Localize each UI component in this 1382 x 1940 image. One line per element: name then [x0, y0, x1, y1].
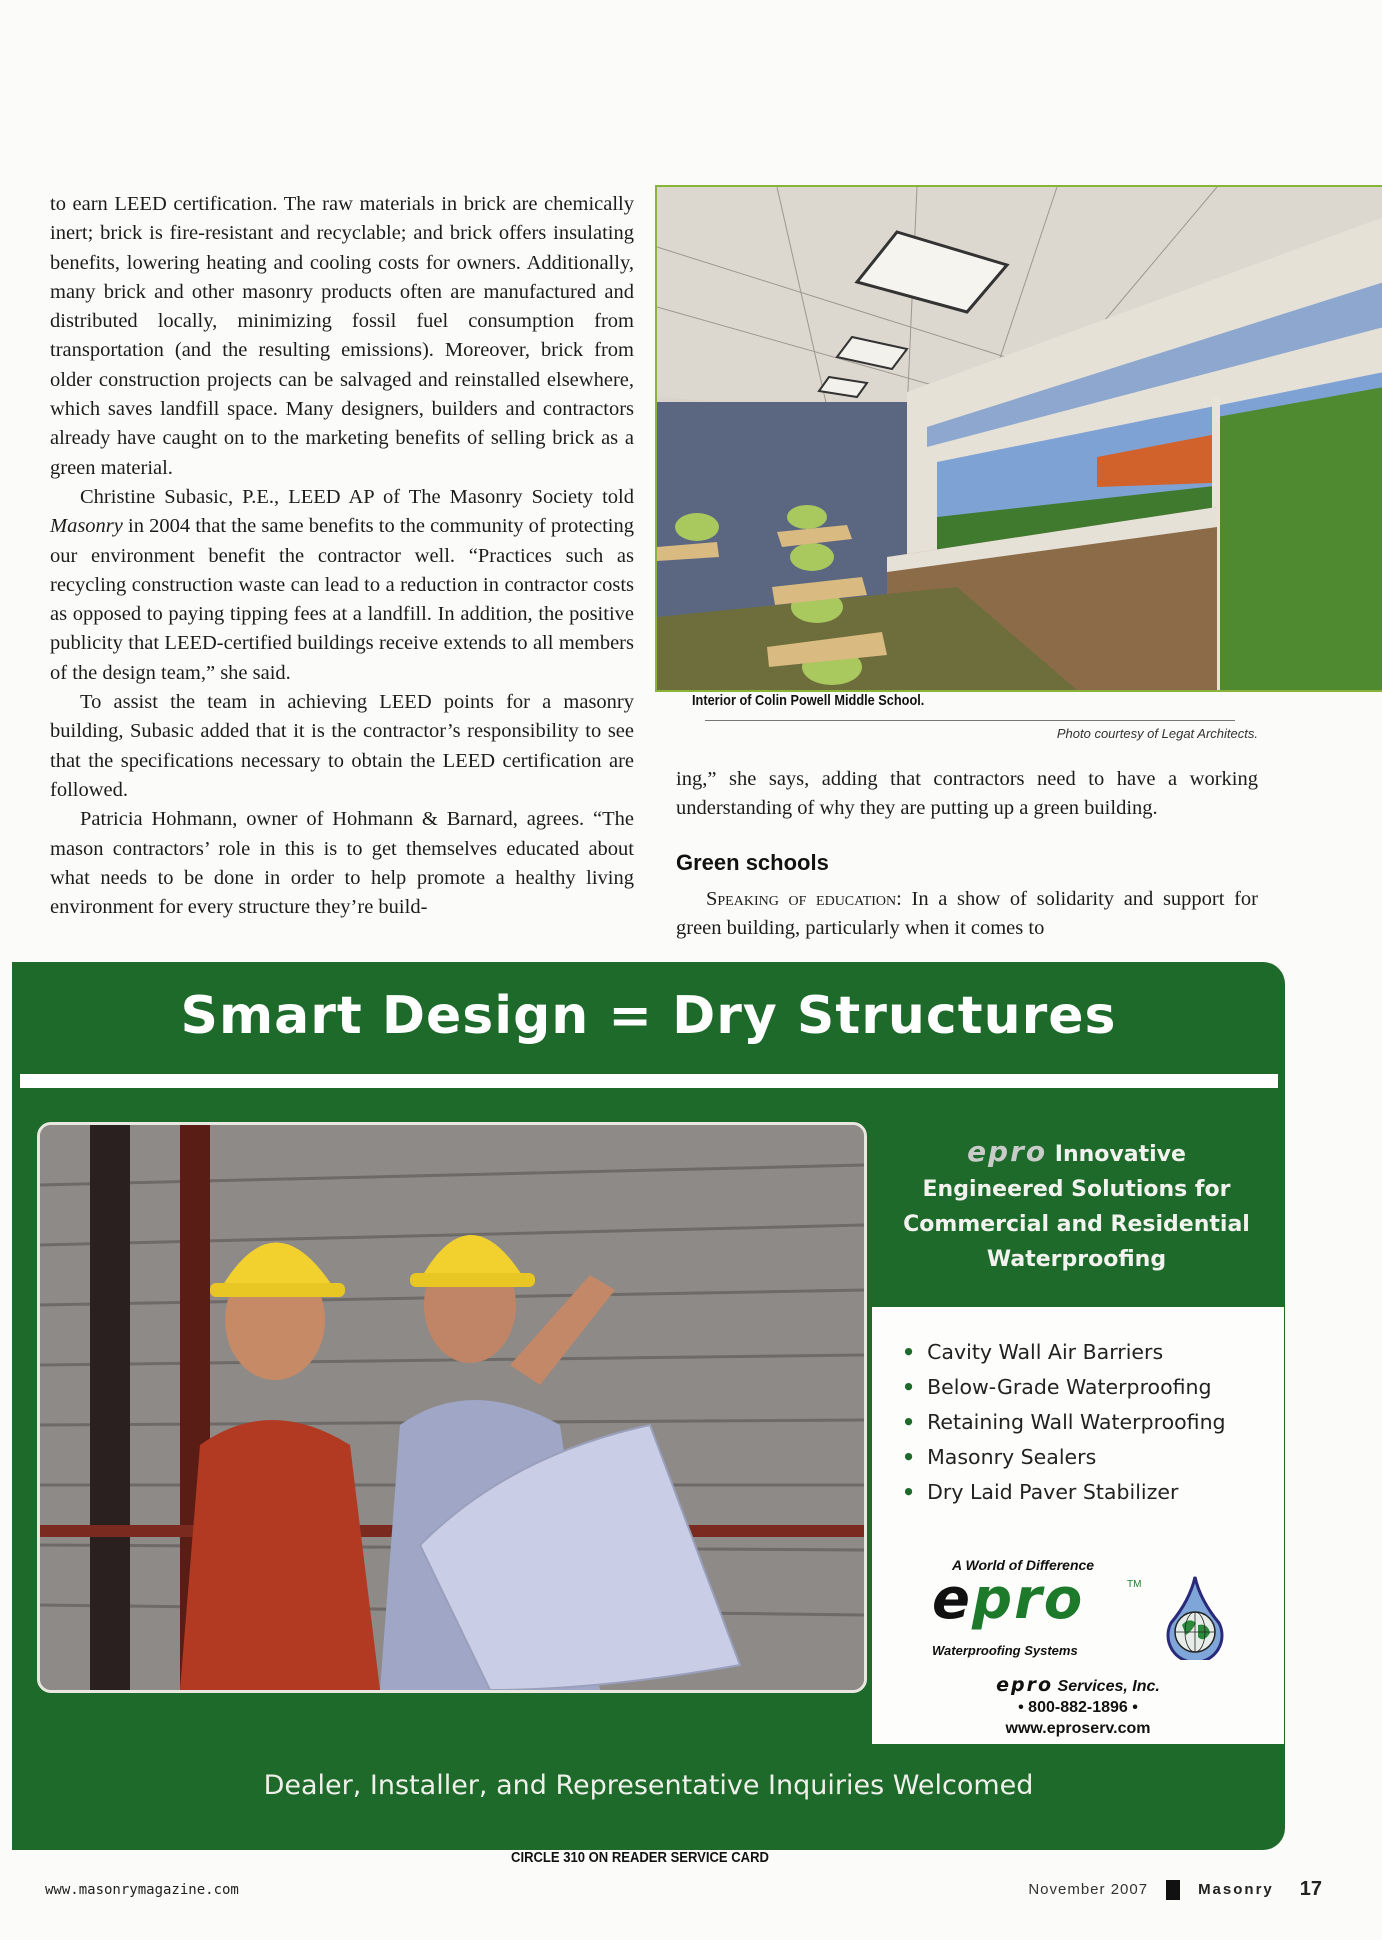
product-item: • Cavity Wall Air Barriers	[902, 1335, 1226, 1370]
ad-product-panel	[872, 1307, 1284, 1744]
paragraph-text: In a show of solidarity and support for green building, particularly when it comes to	[676, 888, 1258, 940]
footer-website[interactable]: www.masonrymagazine.com	[45, 1882, 239, 1898]
logo-tagline: A World of Difference	[952, 1557, 1095, 1573]
product-item: • Retaining Wall Waterproofing	[902, 1405, 1226, 1440]
logo-wordmark	[932, 1567, 1084, 1632]
ad-headline: Smart Design = Dry Structures	[180, 986, 1117, 1046]
paragraph-2	[50, 483, 634, 688]
website-link[interactable]: www.eproserv.com	[1005, 1720, 1151, 1737]
phone-number: • 800-882-1896 •	[1018, 1699, 1138, 1716]
logo-subtitle: Waterproofing Systems	[932, 1643, 1078, 1658]
company-brand: epro	[996, 1674, 1054, 1696]
section-heading: Green schools	[676, 850, 829, 875]
product-list	[902, 1335, 1226, 1510]
company-name	[872, 1675, 1284, 1697]
product-item: • Dry Laid Paver Stabilizer	[902, 1475, 1226, 1510]
product-item: • Below-Grade Waterproofing	[902, 1370, 1226, 1405]
page-number: 17	[1299, 1878, 1322, 1900]
caption-divider	[705, 720, 1235, 721]
contact-info	[872, 1675, 1284, 1739]
classroom-photo	[655, 185, 1382, 692]
paragraph-2-end: in 2004 that the same benefits to the community of protecting our environment benefit the contractor well. “Practices such as recycling construction waste can lead to a reduction in contractor costs as opposed to paying tipping fees at a landfill. In addition, the positive publicity that LEED-certified buildings receive extends to all members of the design team,” she said.	[50, 515, 634, 684]
tagline-line-2: Engineered Solutions for	[922, 1177, 1231, 1202]
epro-brand-text: epro	[967, 1135, 1048, 1168]
paragraph-1: to earn LEED certification. The raw materials in brick are chemically inert; brick is fire-resistant and recyclable; and brick offers insulating benefits, lowering heating and cooling costs for owners. Additionally, many brick and other masonry products often are manufactured and distributed locally, minimizing fossil fuel consumption from transportation (and the resulting emissions). Moreover, brick from older construction projects can be salvaged and reinstalled elsewhere, which saves landfill space. Many designers, builders and contractors already have caught on to the marketing benefits of selling brick as a green material.	[50, 193, 634, 479]
ad-footer-text: Dealer, Installer, and Representative Inquiries Welcomed	[263, 1770, 1034, 1801]
globe-droplet-icon	[1164, 1575, 1226, 1660]
lead-in: Speaking of education:	[706, 888, 902, 910]
paragraph-continuation: ing,” she says, adding that contractors need to have a working understanding of why they are putting up a green building.	[676, 768, 1258, 820]
tagline-line-4: Waterproofing	[986, 1247, 1167, 1272]
tagline-line-3: Commercial and Residential	[903, 1212, 1250, 1237]
classroom-illustration	[657, 187, 1382, 690]
article-right-column-2	[676, 885, 1258, 944]
ad-divider-stripe	[20, 1074, 1278, 1088]
paragraph-2-start: Christine Subasic, P.E., LEED AP of The Masonry Society told	[80, 485, 634, 508]
logo-e: e	[932, 1567, 972, 1632]
page-footer	[1028, 1878, 1322, 1901]
paragraph-3: To assist the team in achieving LEED points for a masonry building, Subasic added that it is the contractor’s responsibility to see that the specifications necessary to obtain the LEED certification are followed.	[50, 691, 634, 801]
reader-service-note: CIRCLE 310 ON READER SERVICE CARD	[511, 1850, 769, 1866]
square-divider-icon	[1166, 1880, 1180, 1900]
construction-workers-illustration	[40, 1125, 864, 1690]
photo-caption: Interior of Colin Powell Middle School.	[692, 692, 925, 709]
magazine-name: Masonry	[50, 515, 123, 538]
workers-photo	[37, 1122, 867, 1693]
tagline-line-1	[884, 1134, 1269, 1172]
tagline-innovative: Innovative	[1047, 1142, 1186, 1167]
photo-credit: Photo courtesy of Legat Architects.	[1056, 726, 1258, 741]
product-item: • Masonry Sealers	[902, 1440, 1226, 1475]
epro-logo	[932, 1557, 1232, 1667]
epro-advertisement	[12, 962, 1285, 1850]
paragraph-4: Patricia Hohmann, owner of Hohmann & Barnard, agrees. “The mason contractors’ role in this is to get themselves educated about what needs to be done in order to help promote a healthy living environment for every structure they’re build-	[50, 808, 634, 919]
article-right-column	[676, 765, 1258, 824]
magazine-title: Masonry	[1198, 1881, 1274, 1898]
issue-date: November 2007	[1028, 1881, 1149, 1898]
trademark: TM	[1127, 1579, 1142, 1590]
paragraph-green-schools	[676, 885, 1258, 944]
ad-tagline	[884, 1134, 1269, 1277]
article-left-column	[50, 190, 634, 922]
company-suffix: Services, Inc.	[1053, 1678, 1160, 1695]
logo-pro: pro	[971, 1567, 1085, 1632]
